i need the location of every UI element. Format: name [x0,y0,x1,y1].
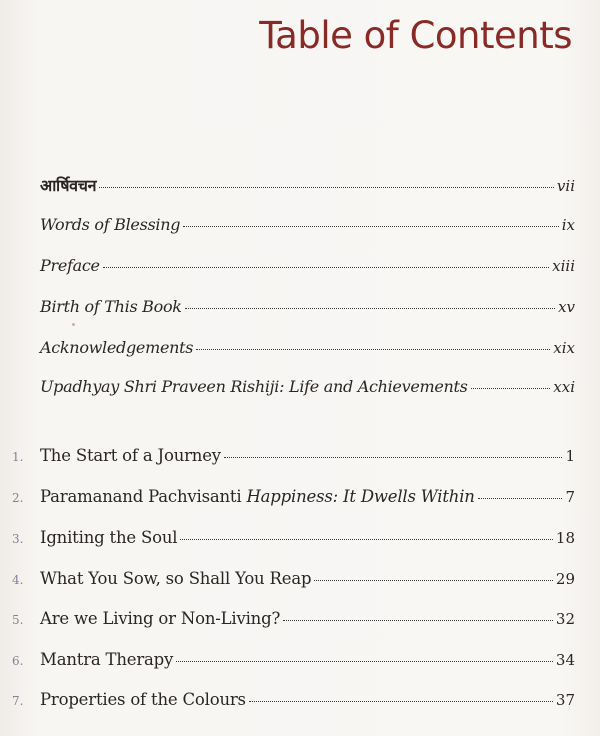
chapter-number: 5. [12,613,24,627]
entry-page-number: ix [561,216,575,234]
chapter-page-number: 29 [555,570,575,588]
toc-entry [40,174,575,196]
toc-chapter-entry [12,446,575,465]
toc-entry [40,215,575,234]
entry-title: Upadhyay Shri Praveen Rishiji: Life and Achievements [40,377,468,396]
dot-leader [314,580,553,581]
chapter-page-number: 1 [565,447,575,465]
dot-leader [176,661,553,662]
chapter-title: Mantra Therapy [40,650,174,669]
chapter-number: 1. [12,450,24,464]
dot-leader [180,539,553,540]
toc-chapter-entry [12,528,575,547]
toc-chapter-entry [12,487,575,506]
entry-page-number: vii [556,177,575,195]
entry-page-number: xiii [552,257,575,275]
dot-leader [471,388,551,389]
chapter-title: Igniting the Soul [40,528,178,547]
toc-entry [40,297,575,316]
chapter-number: 3. [12,532,24,546]
chapter-page-number: 37 [555,691,575,709]
toc-chapter-entry [12,569,575,588]
chapter-number: 6. [12,654,24,668]
chapter-page-number: 18 [555,529,575,547]
dot-leader [103,267,549,268]
dot-leader [249,701,553,702]
entry-title: आर्षिवचन [40,176,97,195]
dot-leader [99,187,554,188]
toc-chapter-entry [12,609,575,628]
chapter-subtitle: Happiness: It Dwells Within [246,487,475,506]
dot-leader [478,498,563,499]
dot-leader [183,226,559,227]
entry-title: Words of Blessing [40,215,181,234]
entry-title: Preface [40,256,100,275]
chapter-title [40,487,475,506]
dot-leader [283,620,553,621]
chapter-number: 2. [12,491,24,505]
entry-page-number: xxi [553,378,575,396]
toc-chapter-entry [12,650,575,669]
chapter-page-number: 32 [555,610,575,628]
dot-leader [224,457,563,458]
chapter-title: The Start of a Journey [40,446,221,465]
toc-entry [40,377,575,396]
chapter-title: What You Sow, so Shall You Reap [40,569,312,588]
toc-chapter-entry [12,690,575,709]
entry-page-number: xix [553,339,575,357]
chapter-page-number: 34 [555,651,575,669]
dot-leader [185,308,555,309]
dot-leader [196,349,550,350]
chapter-page-number: 7 [565,488,575,506]
chapter-number: 7. [12,694,24,708]
chapter-title-main: Paramanand Pachvisanti [40,487,242,506]
entry-title: Birth of This Book [40,297,182,316]
chapter-number: 4. [12,573,24,587]
toc-entry [40,338,575,357]
chapter-title: Properties of the Colours [40,690,246,709]
chapter-title: Are we Living or Non-Living? [40,609,281,628]
entry-title: Acknowledgements [40,338,194,357]
entry-page-number: xv [558,298,575,316]
ink-smudge [72,323,75,326]
toc-entry [40,256,575,275]
page-title: Table of Contents [259,14,572,57]
